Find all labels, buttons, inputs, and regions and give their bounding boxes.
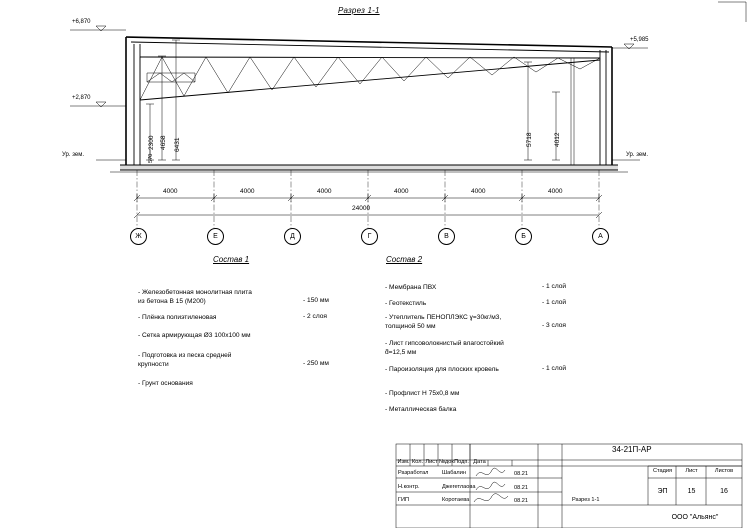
stamp-col-data: Дата [473, 459, 486, 465]
level-mark-top-left: +6,870 [72, 19, 91, 25]
sostav2-item-0: - Мембрана ПВХ [385, 284, 437, 291]
ground-level-left: Ур. зем. [62, 152, 85, 158]
stamp-date-0: 08.21 [514, 471, 528, 477]
sostav2-item-3: толщиной 50 мм [385, 323, 436, 330]
dim-5718: 5718 [526, 132, 533, 147]
stamp-role-2: ГИП [398, 497, 410, 503]
span-dim-1: 4000 [163, 188, 178, 195]
stamp-company: ООО "Альянс" [671, 514, 719, 521]
dim-4012: 4012 [554, 132, 561, 147]
level-mark-top-right: +5,985 [630, 37, 649, 43]
stamp-project-code: 34-21П-АР [612, 445, 652, 454]
stamp-name-1: Джегетлаова [442, 484, 476, 490]
stamp-listov-header: Листов [714, 468, 734, 474]
sostav1-item-3: - Сетка армирующая Ø3 100х100 мм [138, 332, 251, 339]
sostav1-value-5: - 250 мм [303, 360, 329, 367]
sostav2-title: Состав 2 [386, 255, 423, 264]
sostav2-item-7: - Профлист Н 75х0,8 мм [385, 390, 460, 397]
stamp-stage-value: ЭП [657, 488, 668, 495]
stamp-list-value: 15 [687, 488, 696, 495]
axis-marker-zh: Ж [130, 228, 147, 245]
axis-marker-v: В [438, 228, 455, 245]
dim-570: 570 [148, 153, 154, 163]
ground-level-right: Ур. зем. [626, 152, 649, 158]
axis-marker-g: Г [361, 228, 378, 245]
axis-marker-b: Б [515, 228, 532, 245]
sostav1-title: Состав 1 [213, 255, 250, 264]
stamp-listov-value: 16 [720, 488, 728, 495]
sostav2-value-3: - 3 слоя [542, 322, 566, 329]
sostav2-item-4: - Лист гипсоволокнистый влагостойкий [385, 340, 504, 347]
section-title: Разрез 1-1 [338, 6, 380, 15]
stamp-date-2: 08.21 [514, 498, 528, 504]
axis-marker-e: Е [207, 228, 224, 245]
stamp-col-list: Лист [425, 459, 438, 465]
sostav2-item-2: - Утеплитель ПЕНОПЛЭКС ɣ=30кг/м3, [385, 314, 502, 321]
sostav2-item-5: ƌ=12,5 мм [385, 349, 417, 356]
sostav1-value-1: - 150 мм [303, 297, 329, 304]
stamp-col-izm: Изм. [397, 459, 410, 465]
stamp-col-kol: Кол. [411, 459, 424, 465]
dim-4658: 4658 [160, 135, 167, 150]
sostav1-item-1: из бетона В 15 (М200) [138, 298, 206, 305]
sostav1-item-5: крупности [138, 361, 169, 368]
sostav2-value-0: - 1 слой [542, 283, 567, 290]
total-span-dim: 24000 [352, 205, 371, 212]
span-dim-4: 4000 [394, 188, 409, 195]
stamp-stage-header: Стадия [652, 468, 673, 474]
span-dim-6: 4000 [548, 188, 563, 195]
sostav2-item-1: - Геотекстиль [385, 300, 427, 307]
sostav2-value-6: - 1 слой [542, 365, 567, 372]
sostav1-item-0: - Железобетонная монолитная плита [138, 289, 252, 296]
stamp-date-1: 08.21 [514, 485, 528, 491]
level-mark-mid-left: +2,870 [72, 95, 91, 101]
sostav2-value-1: - 1 слой [542, 299, 567, 306]
sostav2-item-8: - Металлическая балка [385, 406, 457, 413]
sostav1-item-2: - Плёнка полиэтиленовая [138, 314, 217, 321]
span-dim-2: 4000 [240, 188, 255, 195]
span-dim-5: 4000 [471, 188, 486, 195]
sostav2-item-6: - Пароизоляция для плоских кровель [385, 366, 499, 373]
stamp-col-ndok: №док [439, 459, 454, 465]
stamp-col-podp: Подп. [454, 459, 469, 465]
stamp-sheet-name: Разрез 1-1 [572, 497, 600, 503]
stamp-name-2: Коротаева [442, 497, 470, 503]
dim-2300: 2300 [148, 135, 155, 150]
sostav1-item-6: - Грунт основания [138, 380, 193, 387]
axis-marker-a: А [592, 228, 609, 245]
stamp-list-header: Лист [685, 468, 698, 474]
stamp-name-0: Шабалин [442, 470, 466, 476]
sostav1-item-4: - Подготовка из песка средней [138, 352, 232, 359]
sostav1-value-2: - 2 слоя [303, 313, 327, 320]
span-dim-3: 4000 [317, 188, 332, 195]
stamp-role-0: Разработал [398, 470, 429, 476]
stamp-role-1: Н.контр. [398, 484, 420, 490]
axis-marker-d: Д [284, 228, 301, 245]
dim-6431: 6431 [174, 137, 181, 152]
